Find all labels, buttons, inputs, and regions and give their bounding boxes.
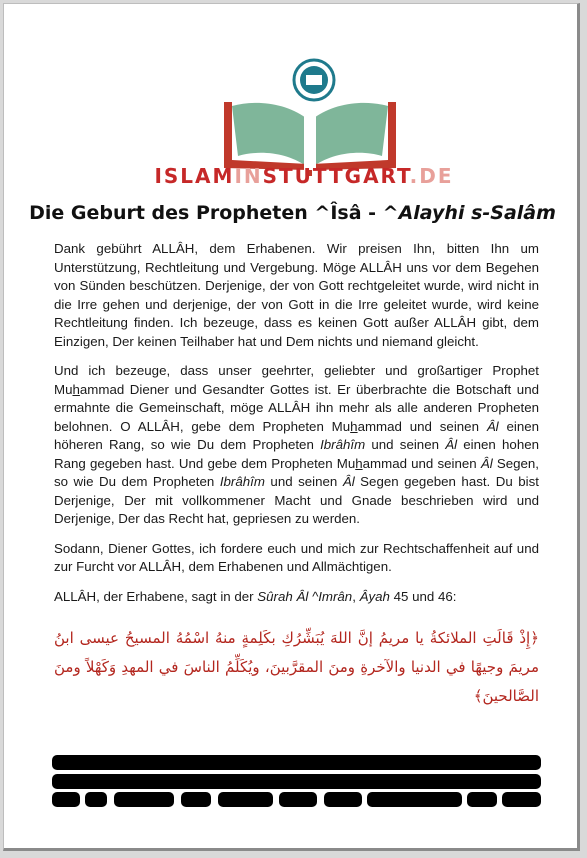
redaction-bar [367, 792, 462, 807]
book-spine [304, 114, 316, 170]
document-page [3, 3, 580, 851]
emblem-mark [306, 75, 322, 85]
sermon-text [54, 240, 539, 617]
redaction-bar [502, 792, 541, 807]
quran-verse-arabic: ﴿إِذْ قَالَتِ الملائكةُ يا مريمُ إنَّ اللهَ يُبَشِّرُكِ بكَلِمةٍ منهُ اسْمُهُ المسيحُ عيسى ابنُ مريمَ وجيهًا في الدنيا والآخرةِ ومنَ المقرَّبينَ، ويُكَلِّمُ الناسَ في المهدِ وَكَهْلاً ومنَ الصَّالحينَ﴾ [54, 629, 539, 705]
book-page-left-icon [232, 103, 306, 166]
paragraph-quran-intro: ALLÂH, der Erhabene, sagt in der Sûrah Âl ^Imrân, Âyah 45 und 46: [54, 588, 457, 604]
redaction-bar [52, 774, 541, 789]
redaction-bar [467, 792, 497, 807]
paragraph-exhortation: Sodann, Diener Gottes, ich fordere euch und mich zur Rechtschaffenheit auf und zur Furcht vor ALLÂH, dem Erhabenen und Allmächtigen. [54, 540, 539, 574]
redaction-bar [181, 792, 211, 807]
redaction-bar [324, 792, 362, 807]
paragraph-testimony: Und ich bezeuge, dass unser geehrter, geliebter und großartiger Prophet Muhammad Diener und Gesandter Gottes ist. Er überbrachte die Botschaft und ermahnte die Gemeinschaft, möge ALLÂH ihn mehr als alle anderen Propheten belohnen. O ALLÂH, gebe dem Propheten Muhammad und seinen Âl einen höheren Rang, so wie Du dem Propheten Ibrâhîm und seinen Âl einen hohen Rang gegeben hast. Und gebe dem Propheten Muhammad und seinen Âl Segen, so wie Du dem Propheten Ibrâhîm und seinen Âl Segen gegeben hast. Du bist Derjenige, Der mit vollkommener Macht und Gnade beschrieben wird und Derjenige, Der das Recht hat, gepriesen zu werden. [54, 363, 540, 526]
redaction-bar [114, 792, 174, 807]
redaction-bar [52, 792, 80, 807]
page-title: Die Geburt des Propheten ^Îsâ - ^Alayhi s-Salâm [29, 202, 556, 224]
redaction-bar [279, 792, 317, 807]
redaction-bar [85, 792, 107, 807]
book-page-right-icon [314, 103, 388, 166]
redaction-bar [218, 792, 273, 807]
site-name: ISLAMINSTUTTGART.DE [154, 164, 454, 188]
redaction-bar [52, 755, 541, 770]
paragraph-intro: Dank gebührt ALLÂH, dem Erhabenen. Wir preisen Ihn, bitten Ihn um Unterstützung, Rechtleitung und Vergebung. Möge ALLÂH uns vor dem Begehen von Sünden beschützen. Derjenige, der von Gott rechtgeleitet wurde, wird nicht in die Irre gehen und derjenige, der von Gott in die Irre geleitet wurde, wird keine Rechtleitung finden. Ich bezeuge, dass es keinen Gott außer ALLÂH gibt, dem Einzigen, Der keinen Teilhaber hat und Dem nichts und niemand gleicht. [54, 241, 539, 349]
